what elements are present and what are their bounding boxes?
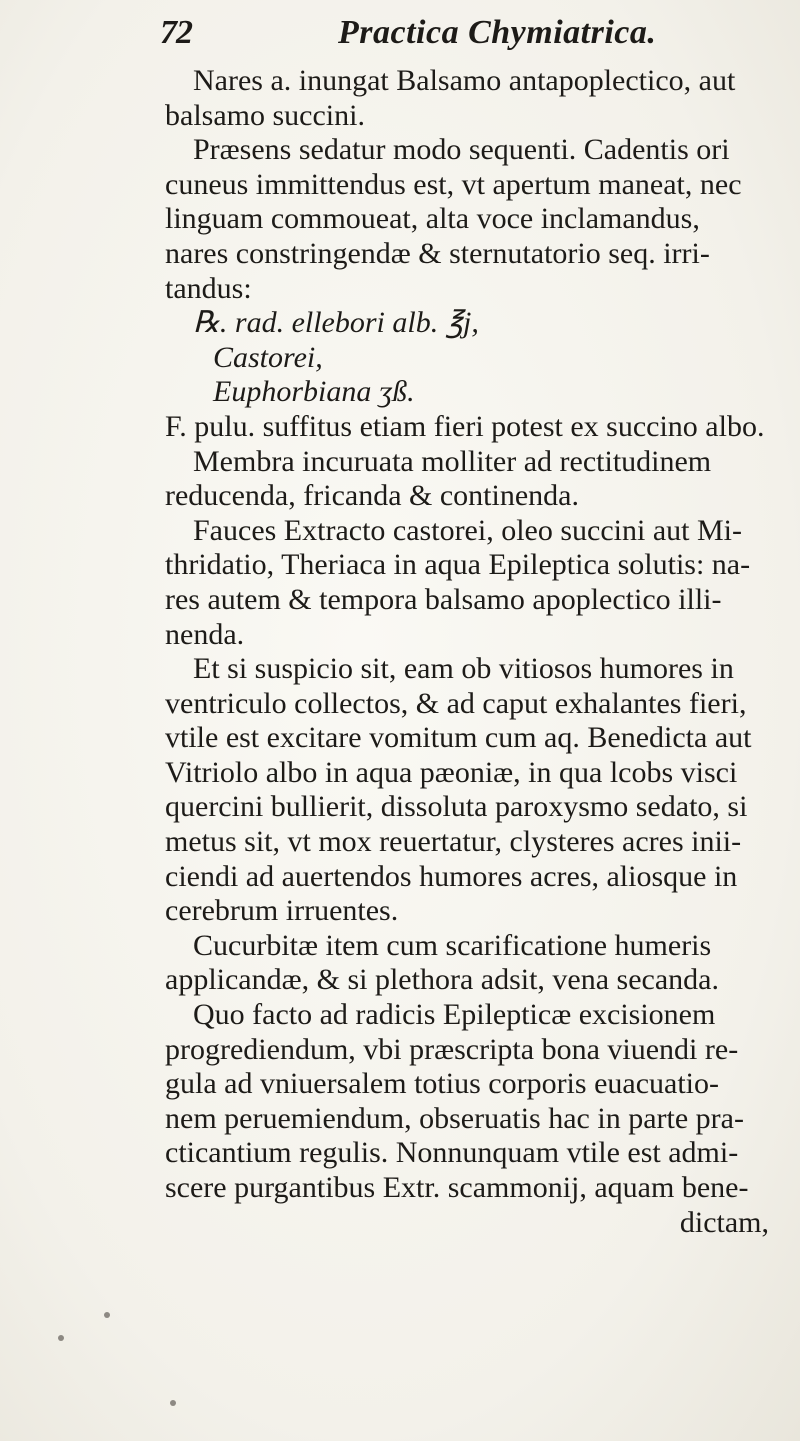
text-line: cticantium regulis. Nonnunquam vtile est admi- — [165, 1136, 739, 1170]
text-line: applicandæ, & si plethora adsit, vena secanda. — [165, 963, 719, 997]
text-line: gula ad vniuersalem totius corporis euacuatio- — [165, 1067, 719, 1101]
text-line: Quo facto ad radicis Epilepticæ excisionem — [193, 998, 716, 1032]
text-line: Et si suspicio sit, eam ob vitiosos humores in — [193, 652, 734, 686]
body-text — [165, 64, 793, 1240]
text-line: metus sit, vt mox reuertatur, clysteres acres inii- — [165, 825, 742, 859]
text-line: reducenda, fricanda & continenda. — [165, 479, 579, 513]
text-line: cuneus immittendus est, vt apertum maneat, nec — [165, 167, 742, 201]
page-header — [160, 10, 760, 58]
text-line: thridatio, Theriaca in aqua Epileptica solutis: na- — [165, 548, 751, 582]
text-line: ciendi ad auertendos humores acres, aliosque in — [165, 859, 738, 893]
text-line: tandus: — [165, 271, 252, 305]
text-line: scere purgantibus Extr. scammonij, aquam bene- — [165, 1171, 749, 1204]
text-line: nares constringendæ & sternutatorio seq. irri- — [165, 236, 710, 270]
text-line: Nares a. inungat Balsamo antapoplectico, aut — [193, 64, 736, 97]
text-line: vtile est excitare vomitum cum aq. Benedicta aut — [165, 721, 752, 755]
prescription-line: Euphorbiana ʒß. — [213, 375, 415, 409]
prescription-line: ℞. rad. ellebori alb. ℥j, — [193, 306, 479, 340]
text-line: cerebrum irruentes. — [165, 894, 399, 928]
text-line: Præsens sedatur modo sequenti. Cadentis ori — [193, 133, 730, 167]
ink-speck — [58, 1335, 64, 1341]
text-line: linguam commoueat, alta voce inclamandus, — [165, 202, 700, 236]
text-line: F. pulu. suffitus etiam fieri potest ex succino albo. — [165, 409, 765, 443]
ink-speck — [104, 1312, 110, 1318]
prescription-line: Castorei, — [213, 340, 323, 374]
text-line: Fauces Extracto castorei, oleo succini aut Mi- — [193, 513, 742, 547]
text-line: balsamo succini. — [165, 98, 365, 132]
text-line: Vitriolo albo in aqua pæoniæ, in qua lcobs visci — [165, 755, 738, 789]
text-line: Cucurbitæ item cum scarificatione humeris — [193, 928, 712, 962]
page-number: 72 — [160, 14, 192, 51]
catchword: dictam, — [679, 1205, 769, 1239]
text-line: quercini bullierit, dissoluta paroxysmo sedato, si — [165, 790, 748, 824]
running-title: Practica Chymiatrica. — [338, 14, 657, 51]
text-line: progrediendum, vbi præscripta bona viuendi re- — [165, 1032, 739, 1066]
text-line: nem peruemiendum, obseruatis hac in parte pra- — [165, 1101, 744, 1135]
ink-speck — [170, 1400, 176, 1406]
text-line: nenda. — [165, 617, 245, 651]
text-line: res autem & tempora balsamo apoplectico illi- — [165, 582, 722, 616]
text-line: Membra incuruata molliter ad rectitudinem — [193, 444, 712, 478]
text-line: ventriculo collectos, & ad caput exhalantes fieri, — [165, 686, 747, 720]
